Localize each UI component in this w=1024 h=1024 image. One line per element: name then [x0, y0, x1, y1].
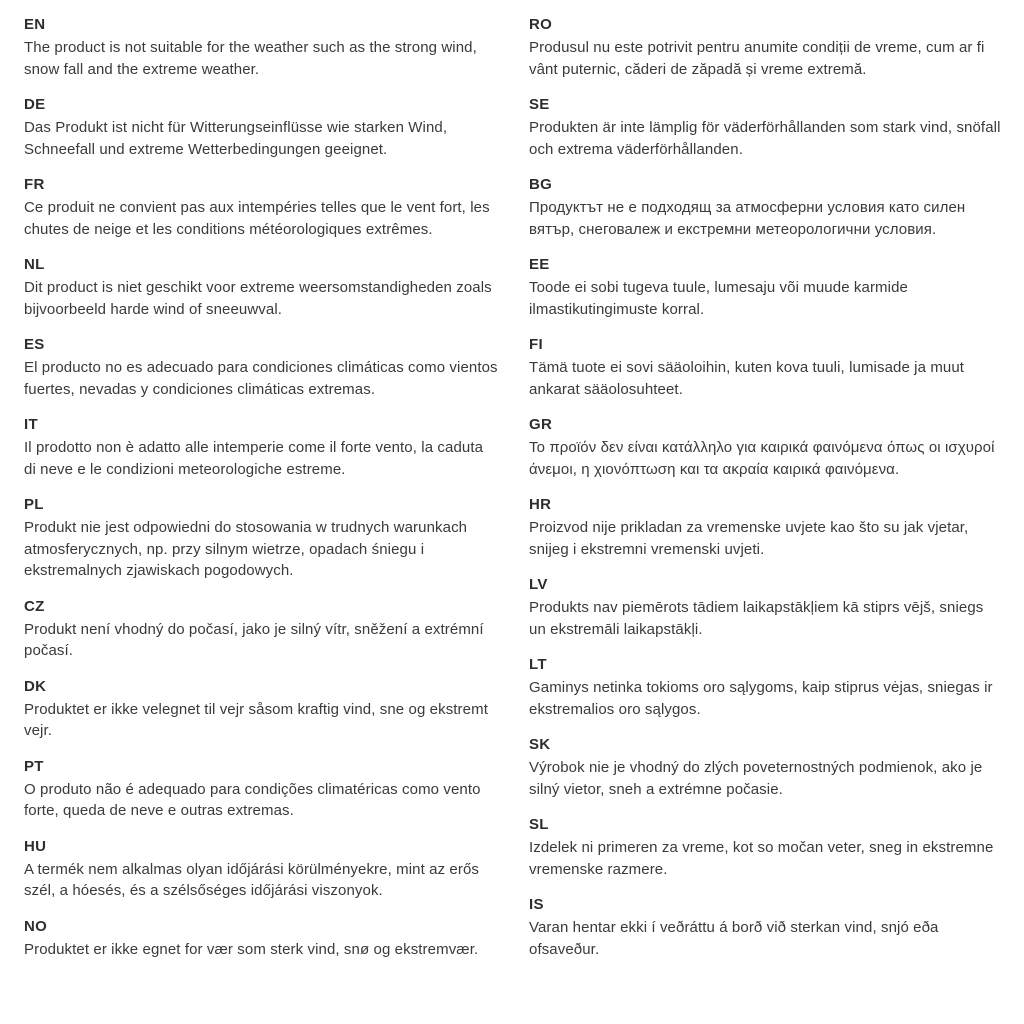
- lang-code-no: NO: [24, 917, 48, 935]
- lang-code-nl: NL: [24, 256, 45, 273]
- lang-text-es: El producto no es adecuado para condiciones climáticas como vientos fuertes, nevadas y condiciones climáticas extremas.: [24, 359, 498, 398]
- lang-text-lt: Gaminys netinka tokioms oro sąlygoms, kaip stiprus vėjas, sniegas ir ekstremalios oro sąlygos.: [529, 679, 993, 718]
- lang-block-ro: [529, 16, 1004, 80]
- lang-block-sl: [529, 816, 1004, 880]
- lang-code-pl: PL: [24, 496, 44, 513]
- lang-block-fr: [24, 176, 499, 240]
- lang-block-lt: [529, 656, 1004, 720]
- lang-block-gr: [529, 416, 1004, 480]
- lang-code-sl: SL: [529, 816, 549, 833]
- lang-text-fr: Ce produit ne convient pas aux intempéries telles que le vent fort, les chutes de neige et les conditions météorologiques extrêmes.: [24, 199, 490, 238]
- lang-block-hr: [529, 496, 1004, 560]
- lang-text-lv: Produkts nav piemērots tādiem laikapstākļiem kā stiprs vējš, sniegs un ekstremāli laikapstākļi.: [529, 599, 984, 638]
- lang-code-es: ES: [24, 336, 45, 353]
- lang-text-sl: Izdelek ni primeren za vreme, kot so močan veter, sneg in ekstremne vremenske razmere.: [529, 839, 994, 878]
- lang-code-gr: GR: [529, 416, 553, 433]
- lang-block-pt: [24, 758, 499, 822]
- lang-text-nl: Dit product is niet geschikt voor extreme weersomstandigheden zoals bijvoorbeeld harde wind of sneeuwval.: [24, 279, 492, 318]
- lang-block-ee: [529, 256, 1004, 320]
- lang-text-ro: Produsul nu este potrivit pentru anumite condiții de vreme, cum ar fi vânt puternic, căderi de zăpadă și vreme extremă.: [529, 39, 985, 78]
- lang-block-de: [24, 96, 499, 160]
- lang-text-gr: Το προϊόν δεν είναι κατάλληλο για καιρικά φαινόμενα όπως οι ισχυροί άνεμοι, η χιονόπτωση και τα ακραία καιρικά φαινόμενα.: [529, 439, 995, 478]
- lang-code-en: EN: [24, 16, 46, 33]
- lang-code-hr: HR: [529, 496, 552, 513]
- lang-text-ee: Toode ei sobi tugeva tuule, lumesaju või muude karmide ilmastikutingimuste korral.: [529, 279, 908, 318]
- lang-code-se: SE: [529, 96, 550, 113]
- right-column: [529, 16, 1004, 976]
- lang-block-hu: [24, 838, 499, 902]
- lang-text-is: Varan hentar ekki í veðráttu á borð við sterkan vind, snjó eða ofsaveður.: [529, 919, 939, 958]
- lang-code-sk: SK: [529, 736, 551, 753]
- lang-code-lv: LV: [529, 576, 548, 593]
- lang-block-es: [24, 336, 499, 400]
- lang-text-no: Produktet er ikke egnet for vær som sterk vind, snø og ekstremvær.: [24, 940, 479, 958]
- lang-text-sk: Výrobok nie je vhodný do zlých poveternostných podmienok, ako je silný vietor, sneh a extrémne počasie.: [529, 759, 983, 798]
- lang-code-bg: BG: [529, 176, 553, 193]
- lang-block-sk: [529, 736, 1004, 800]
- lang-code-dk: DK: [24, 677, 47, 695]
- lang-text-bg: Продуктът не е подходящ за атмосферни условия като силен вятър, снеговалеж и екстремни метеорологични условия.: [529, 199, 966, 238]
- lang-code-pt: PT: [24, 757, 44, 775]
- lang-block-en: [24, 16, 499, 80]
- lang-block-bg: [529, 176, 1004, 240]
- lang-text-hr: Proizvod nije prikladan za vremenske uvjete kao što su jak vjetar, snijeg i ekstremni vremenski uvjeti.: [529, 519, 969, 558]
- lang-text-de: Das Produkt ist nicht für Witterungseinflüsse wie starken Wind, Schneefall und extreme Wetterbedingungen geeignet.: [24, 119, 448, 158]
- lang-text-fi: Tämä tuote ei sovi sääoloihin, kuten kova tuuli, lumisade ja muut ankarat sääolosuhteet.: [529, 359, 965, 398]
- lang-code-hu: HU: [24, 837, 47, 855]
- lang-text-en: The product is not suitable for the weather such as the strong wind, snow fall and the extreme weather.: [24, 39, 477, 78]
- lang-block-lv: [529, 576, 1004, 640]
- lang-block-pl: [24, 496, 499, 582]
- lang-code-cz: CZ: [24, 597, 45, 615]
- lang-text-pt: O produto não é adequado para condições climatéricas como vento forte, queda de neve e outras extremas.: [24, 780, 481, 819]
- lang-block-nl: [24, 256, 499, 320]
- lang-text-hu: A termék nem alkalmas olyan időjárási körülményekre, mint az erős szél, a hóesés, és a szélsőséges időjárási viszonyok.: [24, 860, 480, 899]
- lang-code-ro: RO: [529, 16, 553, 33]
- lang-block-no: [24, 918, 499, 961]
- lang-code-it: IT: [24, 416, 38, 433]
- lang-text-it: Il prodotto non è adatto alle intemperie come il forte vento, la caduta di neve e le condizioni meteorologiche estreme.: [24, 439, 484, 478]
- lang-text-cz: Produkt není vhodný do počasí, jako je silný vítr, sněžení a extrémní počasí.: [24, 620, 484, 659]
- lang-block-se: [529, 96, 1004, 160]
- lang-code-fr: FR: [24, 176, 45, 193]
- lang-code-fi: FI: [529, 336, 543, 353]
- lang-block-it: [24, 416, 499, 480]
- lang-code-ee: EE: [529, 256, 550, 273]
- lang-block-is: [529, 896, 1004, 960]
- lang-code-de: DE: [24, 96, 46, 113]
- lang-code-lt: LT: [529, 656, 547, 673]
- lang-text-dk: Produktet er ikke velegnet til vejr såsom kraftig vind, sne og ekstremt vejr.: [24, 700, 488, 739]
- lang-block-cz: [24, 598, 499, 662]
- lang-code-is: IS: [529, 896, 544, 913]
- lang-block-fi: [529, 336, 1004, 400]
- lang-block-dk: [24, 678, 499, 742]
- lang-text-pl: Produkt nie jest odpowiedni do stosowania w trudnych warunkach atmosferycznych, np. przy silnym wietrze, opadach śniegu i ekstremalnych zjawiskach pogodowych.: [24, 519, 468, 579]
- lang-text-se: Produkten är inte lämplig för väderförhållanden som stark vind, snöfall och extrema väderförhållanden.: [529, 119, 1001, 158]
- left-column: [24, 16, 499, 976]
